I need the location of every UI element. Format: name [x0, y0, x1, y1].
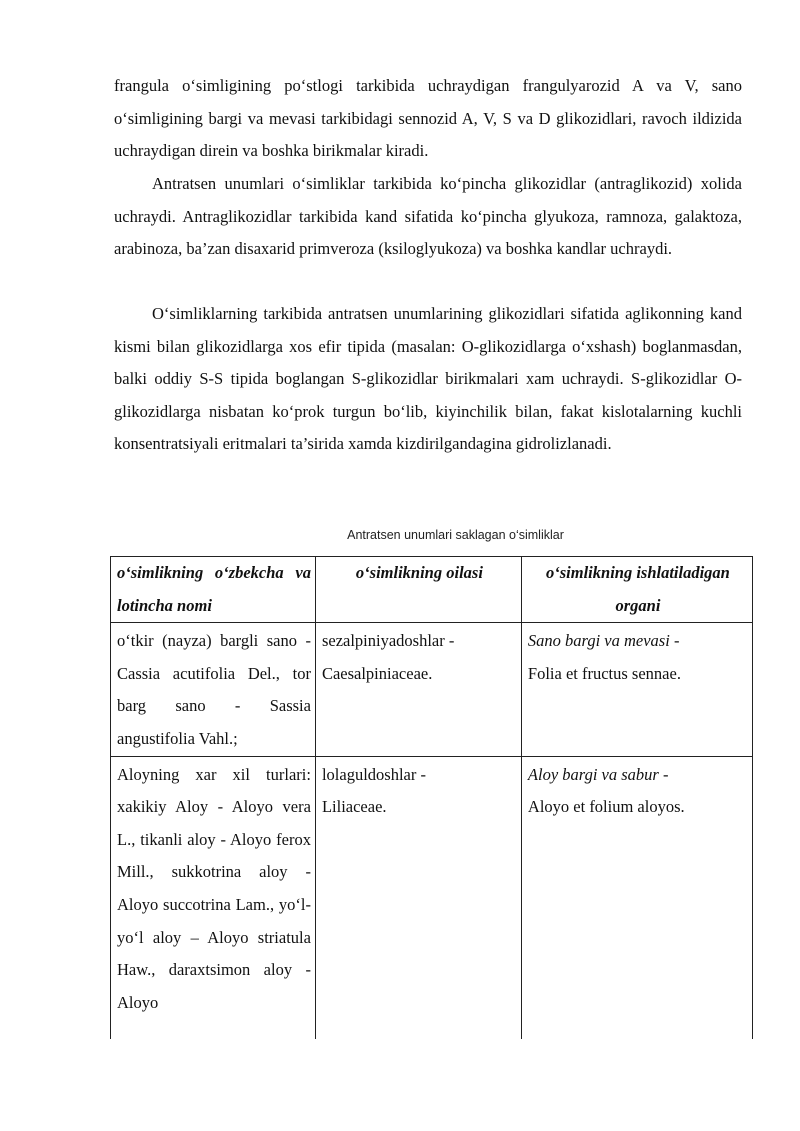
plants-table — [110, 556, 753, 1039]
organ-line — [528, 625, 748, 658]
table-header-row — [111, 557, 753, 623]
family-uz: sezalpiniyadoshlar - — [321, 631, 455, 651]
family-latin: Liliaceae. — [321, 797, 387, 817]
cell-plant-name: Aloyning xar xil turlari: xakikiy Aloy - Aloyo vera L., tikanli aloy - Aloyo ferox Mill., sukkotrina aloy - Aloyo succotrina Lam., yo‘l-yo‘l aloy – Aloyo striatula Haw., daraxtsimon aloy - Aloyo — [111, 756, 316, 1039]
family-uz: lolaguldoshlar - — [321, 764, 426, 784]
cell-family — [315, 623, 521, 756]
cell-plant-name: o‘tkir (nayza) bargli sano - Cassia acutifolia Del., tor barg sano - Sassia angustifolia Vahl.; — [111, 623, 316, 756]
family-latin: Caesalpiniaceae. — [321, 663, 433, 683]
organ-line — [528, 759, 748, 792]
header-organ: o‘simlikning ishlatiladigan organi — [521, 557, 752, 623]
paragraph-1: frangula o‘simligining po‘stlogi tarkibida uchraydigan frangulyarozid A va V, sano o‘simligining bargi va mevasi tarkibidagi sennozid A, V, S va D glikozidlari, ravoch ildizida uchraydigan direin va boshka birikmalar kiradi. — [114, 76, 742, 161]
organ-uz: Aloy bargi va sabur — [527, 764, 659, 784]
organ-latin: Folia et fructus sennae. — [527, 663, 681, 683]
cell-organ — [521, 756, 752, 1039]
paragraph-2: Antratsen unumlari o‘simliklar tarkibida ko‘pincha glikozidlar (antraglikozid) xolida uchraydi. Antraglikozidlar tarkibida kand sifatida ko‘pincha glyukoza, ramnoza, galaktoza, arabinoza, ba’zan disaxarid primveroza (ksiloglyukoza) va boshka kandlar uchraydi. — [114, 174, 742, 259]
table-row — [111, 623, 753, 756]
organ-latin: Aloyo et folium aloyos. — [527, 797, 685, 817]
header-name: o‘simlikning o‘zbekcha va lotincha nomi — [111, 557, 316, 623]
table-caption: Antratsen unumlari saklagan o‘simliklar — [347, 528, 564, 542]
organ-uz: Sano bargi va mevasi — [527, 631, 670, 651]
header-family: o‘simlikning oilasi — [315, 557, 521, 623]
paragraph-3: O‘simliklarning tarkibida antratsen unumlarining glikozidlari sifatida aglikonning kand kismi bilan glikozidlarga xos efir tipida (masalan: O-glikozidlarga o‘xshash) boglanmasdan, balki oddiy S-S tipida boglangan S-glikozidlar birikmalari xam uchraydi. S-glikozidlar O-glikozidlarga nisbatan ko‘prok turgun bo‘lib, kiyinchilik bilan, fakat kislotalarning kuchli konsentratsiyali eritmalari ta’sirida xamda kizdirilgandagina gidrolizlanadi. — [114, 304, 742, 454]
table-row — [111, 756, 753, 1039]
plants-table-wrapper — [110, 556, 753, 1039]
organ-dash: - — [658, 764, 669, 784]
cell-family — [315, 756, 521, 1039]
organ-dash: - — [669, 631, 680, 651]
cell-organ — [521, 623, 752, 756]
